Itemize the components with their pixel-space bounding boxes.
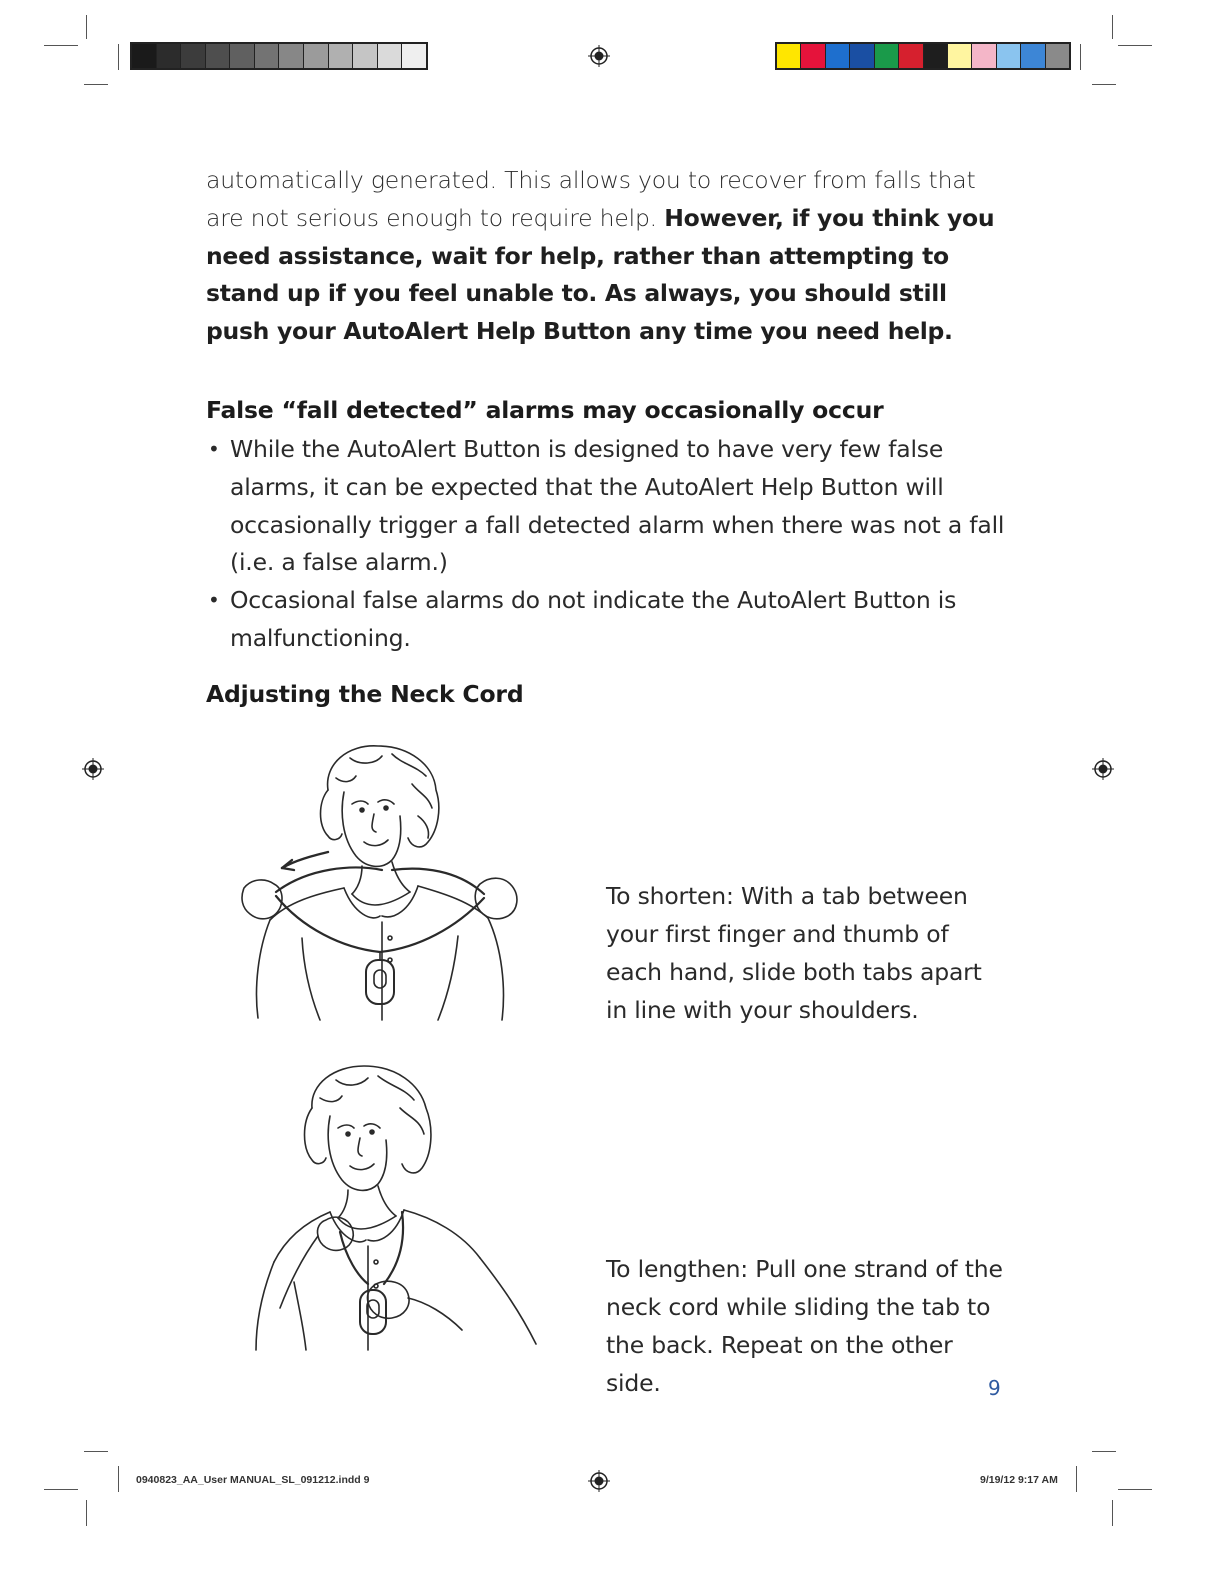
gray-scale-bar <box>130 42 428 70</box>
shorten-cord-illustration <box>232 738 532 1028</box>
color-swatch <box>353 44 378 68</box>
color-swatch <box>230 44 255 68</box>
lengthen-cord-caption: To lengthen: Pull one strand of the neck cord while sliding the tab to the back. Repeat on the other side. <box>606 1255 1003 1397</box>
color-swatch <box>206 44 231 68</box>
color-swatch <box>948 44 972 68</box>
color-swatch <box>924 44 948 68</box>
color-swatch <box>972 44 996 68</box>
color-swatch <box>850 44 874 68</box>
color-swatch <box>304 44 329 68</box>
color-swatch <box>875 44 899 68</box>
false-alarm-heading: False “fall detected” alarms may occasionally occur <box>206 396 884 424</box>
color-swatch <box>132 44 157 68</box>
shorten-cord-caption: To shorten: With a tab between your first finger and thumb of each hand, slide both tabs apart in line with your shoulders. <box>606 882 982 1024</box>
color-swatch <box>157 44 182 68</box>
page-number: 9 <box>988 1376 1001 1400</box>
color-swatch <box>801 44 825 68</box>
lengthen-cord-illustration <box>250 1062 540 1352</box>
color-swatch <box>1046 44 1069 68</box>
neck-cord-heading: Adjusting the Neck Cord <box>206 680 524 708</box>
color-swatch <box>181 44 206 68</box>
false-alarm-bullet-list <box>206 431 1006 658</box>
footer-date-slug: 9/19/12 9:17 AM <box>980 1474 1058 1486</box>
color-swatch <box>378 44 403 68</box>
footer-file-slug: 0940823_AA_User MANUAL_SL_091212.indd 9 <box>136 1474 370 1486</box>
registration-mark-left <box>82 758 104 780</box>
color-swatch <box>279 44 304 68</box>
registration-mark-bottom <box>588 1470 610 1492</box>
registration-mark-right <box>1092 758 1114 780</box>
bullet-item: • Occasional false alarms do not indicate the AutoAlert Button is malfunctioning. <box>206 582 1006 658</box>
color-swatch <box>255 44 280 68</box>
color-swatch <box>402 44 426 68</box>
color-swatch <box>329 44 354 68</box>
color-calibration-bar <box>775 42 1071 70</box>
intro-paragraph <box>206 162 1006 351</box>
color-swatch <box>777 44 801 68</box>
registration-mark-top <box>588 45 610 67</box>
intro-plain-text: automatically generated. This allows you to recover from falls that are not serious enough to require help. <box>206 166 976 232</box>
color-swatch <box>1021 44 1045 68</box>
color-swatch <box>899 44 923 68</box>
color-swatch <box>997 44 1021 68</box>
intro-bold-warning: However, if you think you need assistance, wait for help, rather than attempting to stand up if you feel unable to. As always, you should still push your AutoAlert Help Button any time you need help. <box>206 203 995 346</box>
color-swatch <box>826 44 850 68</box>
bullet-item: • While the AutoAlert Button is designed to have very few false alarms, it can be expected that the AutoAlert Help Button will occasionally trigger a fall detected alarm when there was not a fall (i.e. a false alarm.) <box>206 431 1006 582</box>
